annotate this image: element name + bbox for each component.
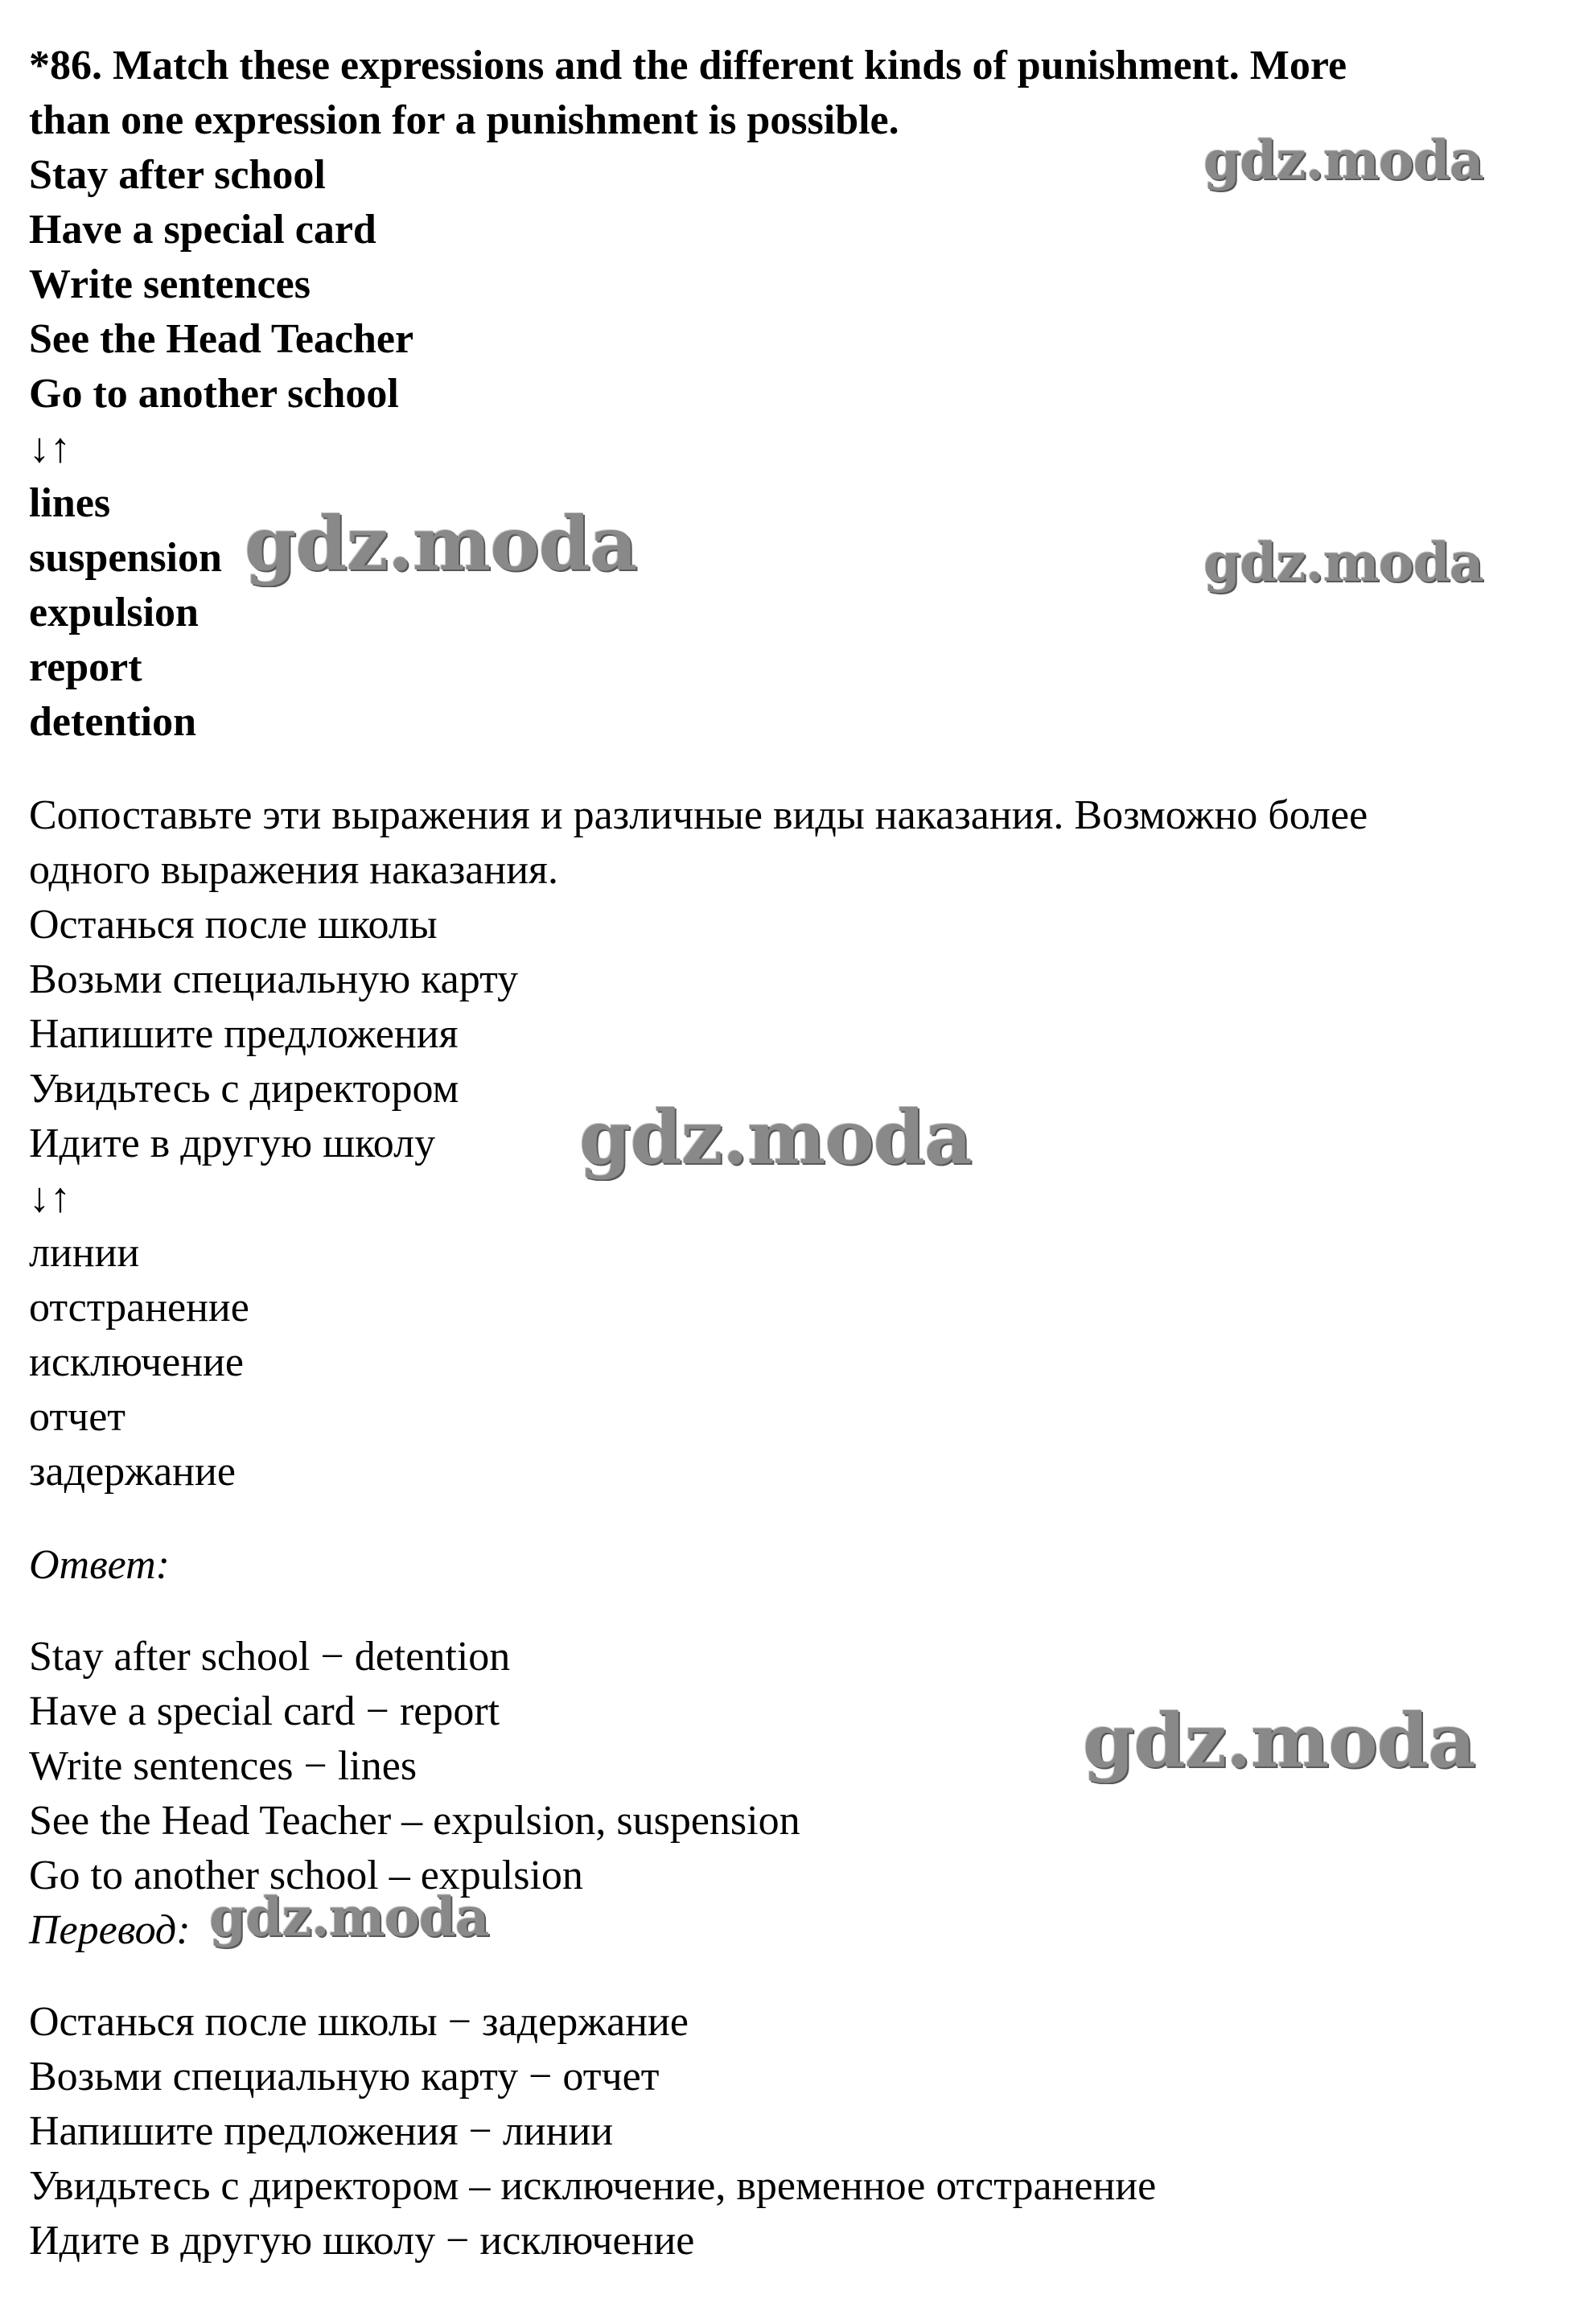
watermark-logo: gdz.moda	[245, 500, 637, 587]
punishment-item: suspension	[29, 535, 222, 581]
translated-punishment-list	[29, 1226, 1573, 1499]
expression-item: See the Head Teacher	[29, 316, 414, 362]
translation-line: Останься после школы − задержание	[29, 1999, 689, 2045]
spacer	[29, 1593, 1573, 1630]
expression-item: Go to another school	[29, 371, 399, 417]
translated-punishment-item: исключение	[29, 1339, 244, 1385]
answer-line: Have a special card − report	[29, 1688, 500, 1734]
arrows-icon: ↓↑	[29, 1175, 71, 1221]
expression-item: Have a special card	[29, 207, 376, 253]
watermark-logo: gdz.moda	[1083, 1697, 1475, 1784]
translation-line: Возьми специальную карту − отчет	[29, 2054, 660, 2100]
translation-task-line-1: Сопоставьте эти выражения и различные виды наказания. Возможно более	[29, 792, 1368, 838]
watermark-logo: gdz.moda	[1203, 531, 1483, 594]
translation-line: Напишите предложения − линии	[29, 2108, 614, 2154]
translated-punishment-item: задержание	[29, 1449, 236, 1495]
translated-expression-item: Останься после школы	[29, 902, 438, 948]
watermark-logo: gdz.moda	[209, 1886, 489, 1948]
translated-expression-item: Возьми специальную карту	[29, 956, 519, 1002]
translation-line: Идите в другую школу − исключение	[29, 2218, 695, 2264]
watermark-logo: gdz.moda	[579, 1094, 972, 1181]
punishment-item: detention	[29, 699, 196, 745]
task-title-line-1: *86. Match these expressions and the different kinds of punishment. More	[29, 43, 1347, 88]
translated-expression-item: Напишите предложения	[29, 1011, 459, 1057]
answer-line: Stay after school − detention	[29, 1634, 511, 1680]
arrows-icon: ↓↑	[29, 426, 71, 471]
task-title-line-2: than one expression for a punishment is possible.	[29, 97, 899, 143]
translation-task-line-2: одного выражения наказания.	[29, 847, 558, 893]
watermark-logo: gdz.moda	[1203, 129, 1483, 191]
expression-item: Stay after school	[29, 152, 326, 198]
expression-item: Write sentences	[29, 261, 311, 307]
translated-expression-item: Увидьтесь с директором	[29, 1066, 459, 1112]
spacer	[29, 1958, 1573, 1995]
spacer	[29, 1499, 1573, 1538]
translation-line: Увидьтесь с директором – исключение, временное отстранение	[29, 2163, 1157, 2209]
answer-line: See the Head Teacher – expulsion, suspension	[29, 1798, 800, 1844]
answer-line: Write sentences − lines	[29, 1743, 418, 1789]
answer-label: Ответ:	[29, 1542, 170, 1588]
answer-line: Go to another school – expulsion	[29, 1853, 583, 1898]
punishment-item: report	[29, 644, 142, 690]
translated-punishment-item: отчет	[29, 1394, 125, 1440]
punishment-item: expulsion	[29, 590, 199, 635]
spacer	[29, 750, 1573, 788]
translation-list	[29, 1995, 1573, 2268]
punishment-item: lines	[29, 480, 111, 526]
translated-expression-item: Идите в другую школу	[29, 1121, 436, 1166]
translated-punishment-item: линии	[29, 1230, 140, 1276]
translation-label: Перевод:	[29, 1907, 191, 1953]
translated-punishment-item: отстранение	[29, 1285, 249, 1330]
